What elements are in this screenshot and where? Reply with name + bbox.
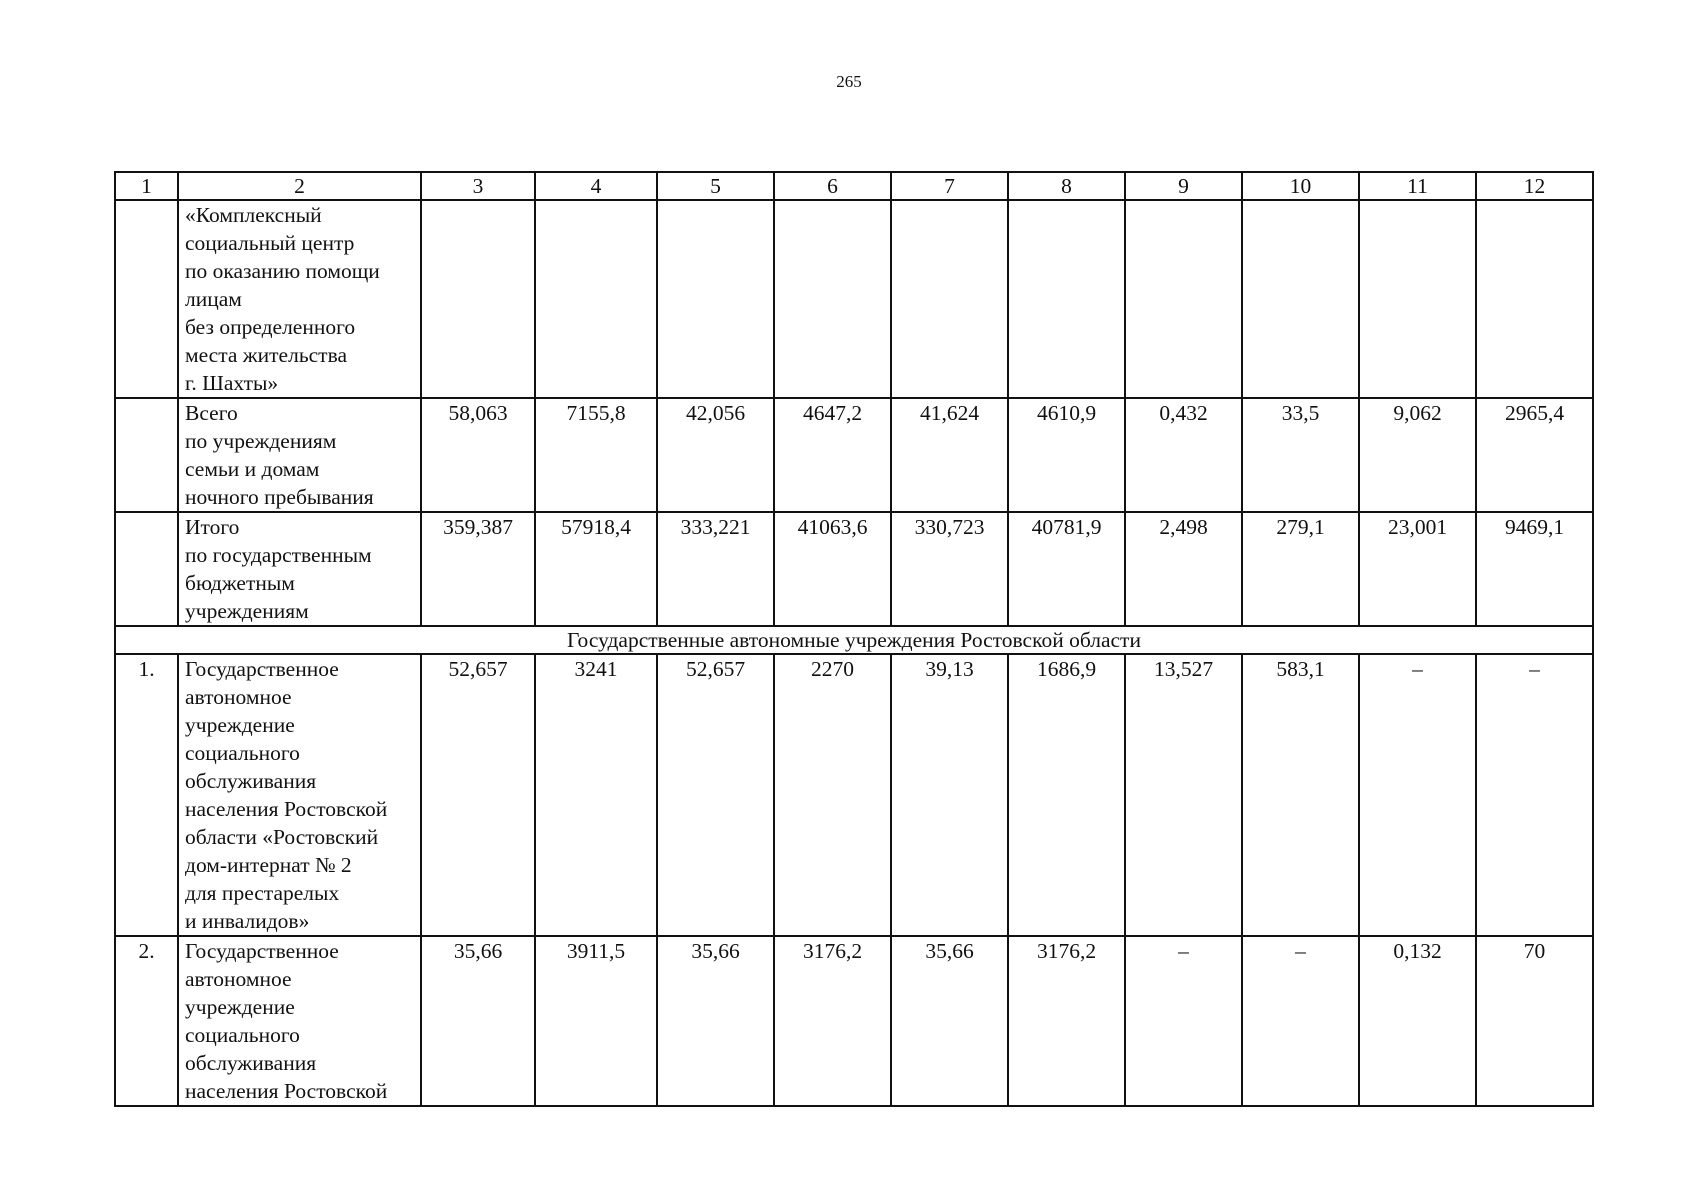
column-number: 5	[657, 172, 774, 200]
table-row	[115, 200, 1593, 398]
value-cell: –	[1242, 936, 1359, 1106]
institution-name-line: «Комплексный	[185, 203, 322, 227]
value-cell	[891, 200, 1008, 398]
column-number: 12	[1476, 172, 1593, 200]
institution-name-line: учреждение	[185, 995, 295, 1019]
column-number-row	[115, 172, 1593, 200]
value-cell: 359,387	[421, 512, 535, 626]
column-number: 2	[178, 172, 421, 200]
value-cell: 52,657	[421, 654, 535, 936]
institution-name-line: учреждение	[185, 713, 295, 737]
value-cell: 2,498	[1125, 512, 1242, 626]
row-index	[115, 512, 178, 626]
institution-name-line: г. Шахты»	[185, 371, 279, 395]
table-row	[115, 398, 1593, 512]
value-cell: 4610,9	[1008, 398, 1125, 512]
column-number: 4	[535, 172, 657, 200]
value-cell: 58,063	[421, 398, 535, 512]
institution-name	[178, 398, 421, 512]
value-cell	[421, 200, 535, 398]
value-cell: 9469,1	[1476, 512, 1593, 626]
value-cell: 1686,9	[1008, 654, 1125, 936]
institution-name-line: дом-интернат № 2	[185, 853, 352, 877]
column-number: 9	[1125, 172, 1242, 200]
value-cell: 52,657	[657, 654, 774, 936]
institution-name-line: Государственное	[185, 939, 339, 963]
value-cell: 0,132	[1359, 936, 1476, 1106]
institution-name-line: места жительства	[185, 343, 347, 367]
institution-name-line: области «Ростовский	[185, 825, 379, 849]
institution-name	[178, 200, 421, 398]
table-row	[115, 936, 1593, 1106]
value-cell: 3241	[535, 654, 657, 936]
institution-name-line: автономное	[185, 685, 292, 709]
institution-name-line: Государственное	[185, 657, 339, 681]
row-index: 2.	[115, 936, 178, 1106]
value-cell: 23,001	[1359, 512, 1476, 626]
institution-name-line: по государственным	[185, 543, 372, 567]
section-header-row	[115, 626, 1593, 654]
value-cell: 57918,4	[535, 512, 657, 626]
institution-name-line: лицам	[185, 287, 242, 311]
institution-name	[178, 936, 421, 1106]
row-index: 1.	[115, 654, 178, 936]
value-cell	[657, 200, 774, 398]
column-number: 7	[891, 172, 1008, 200]
institution-name-line: и инвалидов»	[185, 909, 310, 933]
institution-name-line: обслуживания	[185, 769, 317, 793]
value-cell: 583,1	[1242, 654, 1359, 936]
value-cell: 2270	[774, 654, 891, 936]
institution-name-line: по учреждениям	[185, 429, 337, 453]
value-cell	[1476, 200, 1593, 398]
column-number: 8	[1008, 172, 1125, 200]
value-cell: 3911,5	[535, 936, 657, 1106]
value-cell: 0,432	[1125, 398, 1242, 512]
value-cell: 42,056	[657, 398, 774, 512]
institution-name-line: автономное	[185, 967, 292, 991]
value-cell: 41,624	[891, 398, 1008, 512]
section-title: Государственные автономные учреждения Ростовской области	[115, 626, 1593, 654]
value-cell: –	[1125, 936, 1242, 1106]
institution-name-line: Всего	[185, 401, 238, 425]
table-row	[115, 512, 1593, 626]
value-cell: 35,66	[891, 936, 1008, 1106]
value-cell: 4647,2	[774, 398, 891, 512]
institution-name-line: социального	[185, 741, 300, 765]
institution-name-line: по оказанию помощи	[185, 259, 380, 283]
column-number: 11	[1359, 172, 1476, 200]
institution-name-line: учреждениям	[185, 599, 309, 623]
value-cell: –	[1476, 654, 1593, 936]
value-cell: –	[1359, 654, 1476, 936]
value-cell: 41063,6	[774, 512, 891, 626]
value-cell: 70	[1476, 936, 1593, 1106]
value-cell	[774, 200, 891, 398]
institution-name-line: социальный центр	[185, 231, 355, 255]
value-cell: 2965,4	[1476, 398, 1593, 512]
value-cell	[1008, 200, 1125, 398]
value-cell: 7155,8	[535, 398, 657, 512]
value-cell: 13,527	[1125, 654, 1242, 936]
data-table	[114, 171, 1594, 1107]
institution-name-line: без определенного	[185, 315, 356, 339]
value-cell: 330,723	[891, 512, 1008, 626]
value-cell: 35,66	[421, 936, 535, 1106]
institution-name-line: бюджетным	[185, 571, 295, 595]
value-cell: 279,1	[1242, 512, 1359, 626]
column-number: 6	[774, 172, 891, 200]
value-cell	[1359, 200, 1476, 398]
row-index	[115, 398, 178, 512]
value-cell	[1242, 200, 1359, 398]
institution-name-line: населения Ростовской	[185, 1079, 388, 1103]
institution-name	[178, 512, 421, 626]
value-cell: 9,062	[1359, 398, 1476, 512]
value-cell	[1125, 200, 1242, 398]
institution-name	[178, 654, 421, 936]
institution-name-line: социального	[185, 1023, 300, 1047]
value-cell: 33,5	[1242, 398, 1359, 512]
value-cell: 35,66	[657, 936, 774, 1106]
institution-name-line: ночного пребывания	[185, 485, 374, 509]
institution-name-line: обслуживания	[185, 1051, 317, 1075]
institution-name-line: Итого	[185, 515, 240, 539]
table-row	[115, 654, 1593, 936]
value-cell: 3176,2	[774, 936, 891, 1106]
value-cell: 3176,2	[1008, 936, 1125, 1106]
page-number: 265	[836, 72, 862, 91]
value-cell	[535, 200, 657, 398]
column-number: 3	[421, 172, 535, 200]
institution-name-line: семьи и домам	[185, 457, 320, 481]
value-cell: 333,221	[657, 512, 774, 626]
institution-name-line: населения Ростовской	[185, 797, 388, 821]
column-number: 1	[115, 172, 178, 200]
institution-name-line: для престарелых	[185, 881, 340, 905]
row-index	[115, 200, 178, 398]
value-cell: 39,13	[891, 654, 1008, 936]
value-cell: 40781,9	[1008, 512, 1125, 626]
column-number: 10	[1242, 172, 1359, 200]
